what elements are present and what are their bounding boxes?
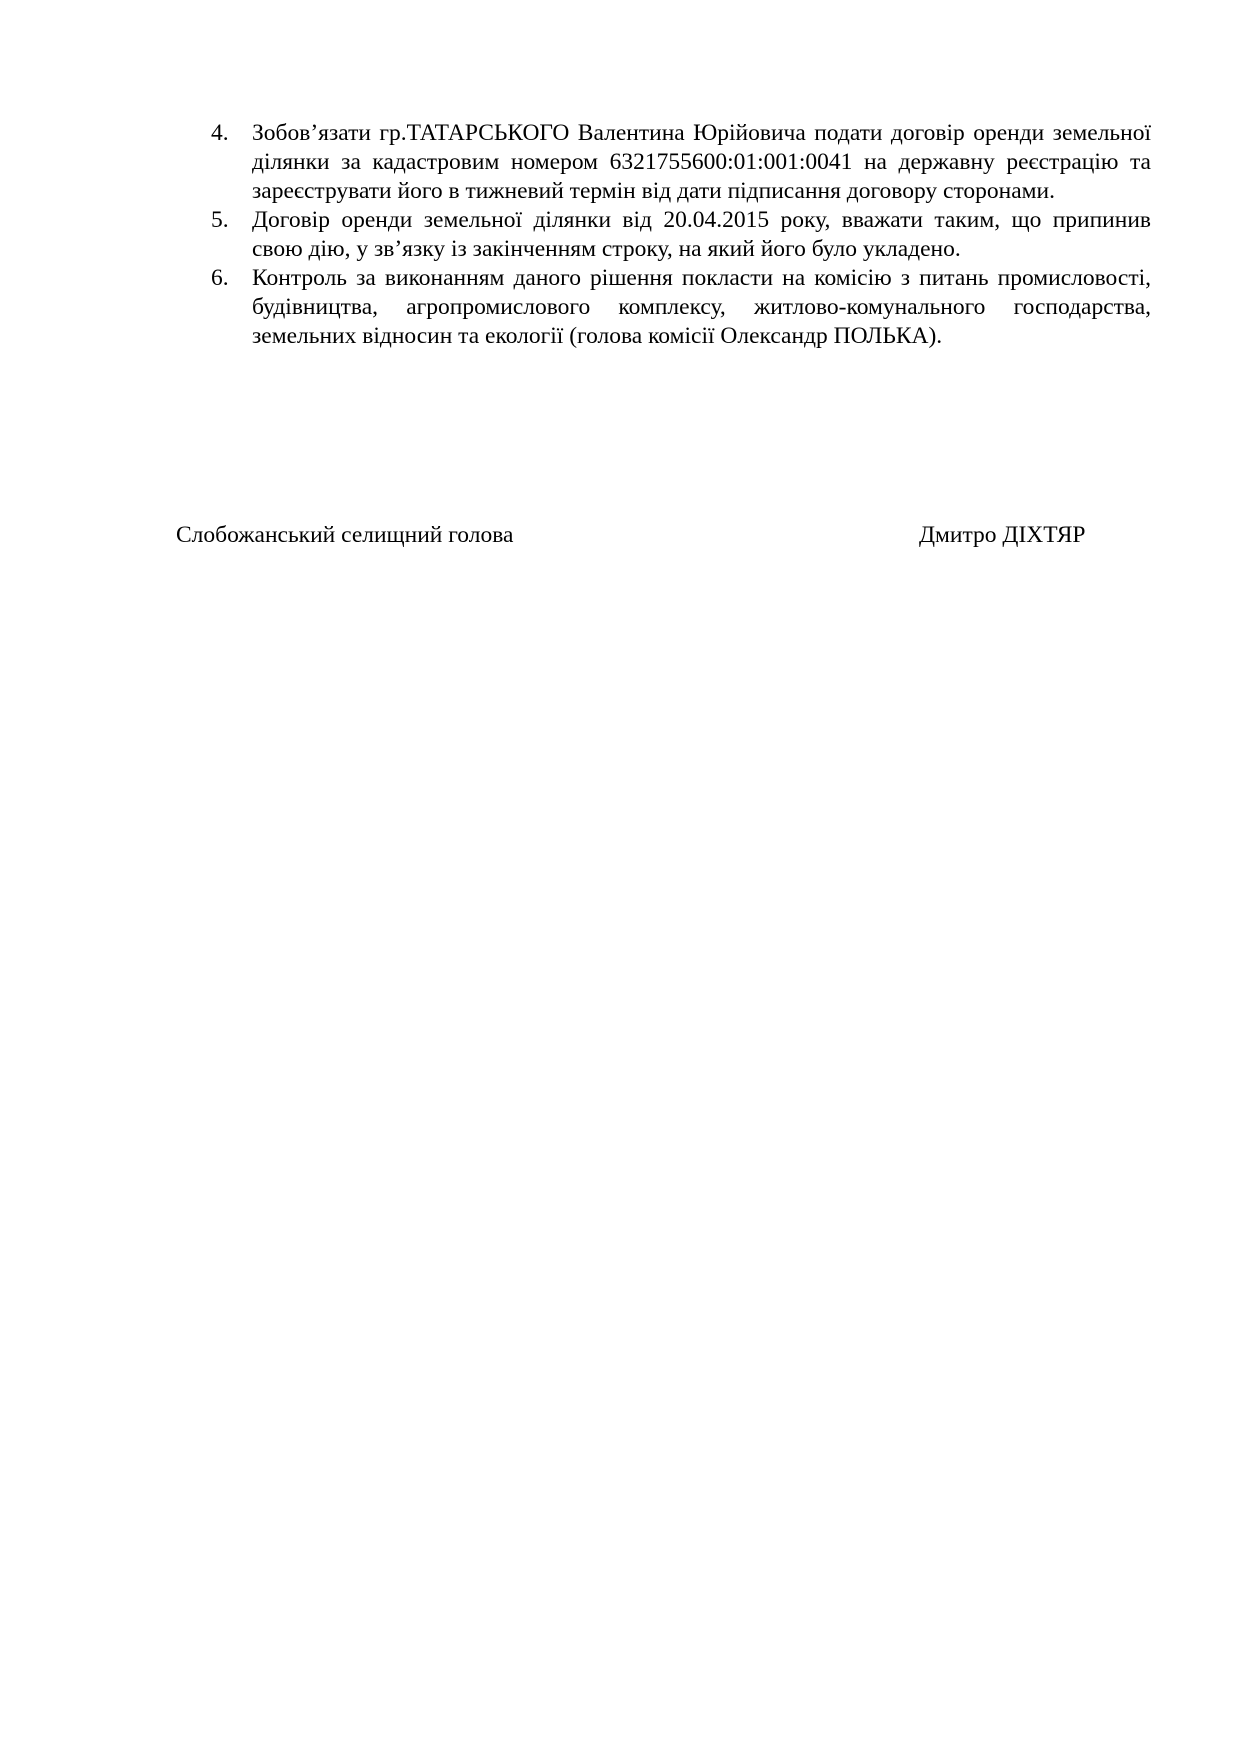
signature-title: Слобожанський селищний голова <box>176 522 514 548</box>
clause-number: 4. <box>211 120 229 146</box>
decision-clauses-list <box>205 119 1151 351</box>
clause-text: Договір оренди земельної ділянки від 20.04.2015 року, вважати таким, що припинив свою дію, у зв’язку із закінченням строку, на який його було укладено. <box>252 207 1151 262</box>
clause-6 <box>205 264 1151 351</box>
signatory-name: Дмитро ДІХТЯР <box>919 522 1086 548</box>
clause-4 <box>205 119 1151 206</box>
clause-number: 6. <box>211 265 229 291</box>
clause-5 <box>205 206 1151 264</box>
clause-number: 5. <box>211 207 229 233</box>
clause-text: Зобов’язати гр.ТАТАРСЬКОГО Валентина Юрійовича подати договір оренди земельної ділянки за кадастровим номером 6321755600:01:001:0041 на державну реєстрацію та зареєструвати його в тижневий термін від дати підписання договору сторонами. <box>252 120 1151 204</box>
clause-text: Контроль за виконанням даного рішення покласти на комісію з питань промисловості, будівництва, агропромислового комплексу, житлово-комунального господарства, земельних відносин та екології (голова комісії Олександр ПОЛЬКА). <box>252 265 1151 349</box>
